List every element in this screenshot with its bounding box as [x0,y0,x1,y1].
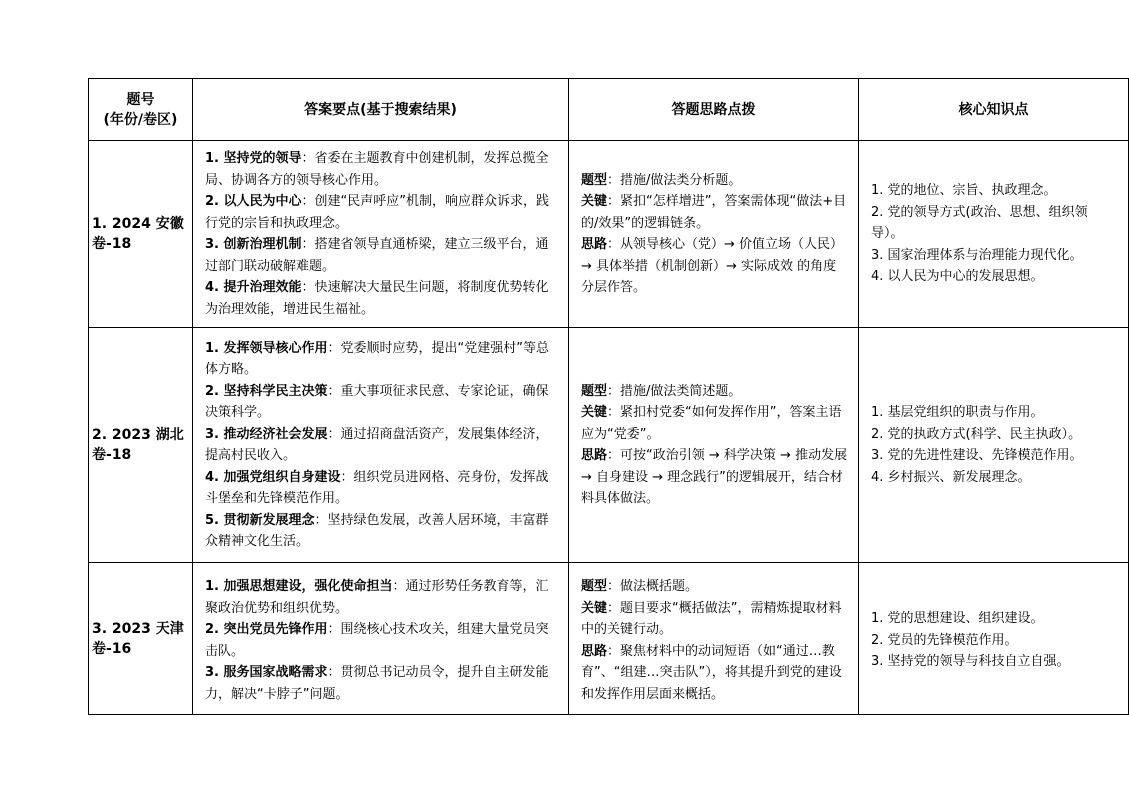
answer-point: 3. 服务国家战略需求：贯彻总书记动员令，提升自主研发能力，解决“卡脖子”问题。 [205,665,549,702]
knowledge-item: 1. 党的思想建设、组织建设。 [871,611,1044,627]
table-row [89,141,1129,328]
thinking-tips-cell [569,328,859,563]
answer-points-cell [193,328,569,563]
knowledge-item: 4. 以人民为中心的发展思想。 [871,269,1044,285]
table-header-row [89,79,1129,141]
answer-point: 1. 加强思想建设，强化使命担当：通过形势任务教育等，汇聚政治优势和组织优势。 [205,579,549,616]
thinking-tips-cell [569,563,859,715]
core-knowledge-cell [859,563,1129,715]
tip-item: 关键：题目要求“概括做法”，需精炼提取材料中的关键行动。 [581,600,842,637]
core-knowledge-cell [859,141,1129,328]
tip-item: 题型：措施/做法类分析题。 [581,172,742,188]
knowledge-item: 3. 党的先进性建设、先锋模范作用。 [871,448,1083,463]
answer-point: 4. 加强党组织自身建设：组织党员进网格、亮身份，发挥战斗堡垒和先锋模范作用。 [205,469,549,506]
tip-item: 思路：聚焦材料中的动词短语（如“通过…教育”、“组建…突击队”），将其提升到党的建设和发挥作用层面来概括。 [581,643,842,702]
answer-point: 3. 创新治理机制：搭建省领导直通桥梁，建立三级平台，通过部门联动破解难题。 [205,237,549,274]
tip-item: 题型：做法概括题。 [581,579,699,594]
core-knowledge-cell [859,328,1129,563]
answer-point: 4. 提升治理效能：快速解决大量民生问题，将制度优势转化为治理效能，增进民生福祉。 [205,280,549,317]
question-id-cell: 3. 2023 天津 卷-16 [89,563,193,715]
answer-points-cell [193,141,569,328]
answer-point: 2. 坚持科学民主决策：重大事项征求民意、专家论证，确保决策科学。 [205,383,549,420]
knowledge-item: 3. 国家治理体系与治理能力现代化。 [871,247,1083,263]
answer-point: 1. 发挥领导核心作用：党委顺时应势，提出“党建强村”等总体方略。 [205,340,549,377]
knowledge-item: 2. 党员的先锋模范作用。 [871,632,1018,648]
knowledge-item: 1. 党的地位、宗旨、执政理念。 [871,183,1057,199]
question-id-cell: 1. 2024 安徽 卷-18 [89,141,193,328]
header-core-knowledge: 核心知识点 [859,79,1129,141]
document-page [88,78,1088,710]
tip-item: 关键：紧扣“怎样增进”，答案需体现“做法+目的/效果”的逻辑链条。 [581,194,847,231]
question-id-cell: 2. 2023 湖北 卷-18 [89,328,193,563]
answer-points-cell [193,563,569,715]
table-row [89,563,1129,715]
answer-table [88,78,1129,715]
answer-point: 1. 坚持党的领导：省委在主题教育中创建机制，发挥总揽全局、协调各方的领导核心作用。 [205,151,549,188]
table-row [89,328,1129,563]
thinking-tips-cell [569,141,859,328]
header-answer-points: 答案要点(基于搜索结果) [193,79,569,141]
answer-point: 2. 以人民为中心：创建“民声呼应”机制，响应群众诉求，践行党的宗旨和执政理念。 [205,194,549,231]
header-thinking-tips: 答题思路点拨 [569,79,859,141]
knowledge-item: 3. 坚持党的领导与科技自立自强。 [871,654,1070,670]
answer-point: 3. 推动经济社会发展：通过招商盘活资产，发展集体经济，提高村民收入。 [205,426,549,463]
knowledge-item: 2. 党的执政方式(科学、民主执政）。 [871,426,1082,442]
tip-item: 关键：紧扣村党委“如何发挥作用”，答案主语应为“党委”。 [581,405,842,442]
tip-item: 思路：可按“政治引领 → 科学决策 → 推动发展 → 自身建设 → 理念践行”的逻辑展开，结合材料具体做法。 [581,448,848,506]
answer-point: 5. 贯彻新发展理念：坚持绿色发展，改善人居环境，丰富群众精神文化生活。 [205,512,549,549]
knowledge-item: 2. 党的领导方式(政治、思想、组织领导）。 [871,204,1088,242]
knowledge-item: 4. 乡村振兴、新发展理念。 [871,469,1031,485]
knowledge-item: 1. 基层党组织的职责与作用。 [871,405,1044,420]
tip-item: 思路：从领导核心（党）→ 价值立场（人民）→ 具体举措（机制创新）→ 实际成效 的角度分层作答。 [581,237,844,295]
answer-point: 2. 突出党员先锋作用：围绕核心技术攻关，组建大量党员突击队。 [205,622,549,659]
header-question-id: 题号 (年份/卷区) [89,79,193,141]
tip-item: 题型：措施/做法类简述题。 [581,383,742,399]
